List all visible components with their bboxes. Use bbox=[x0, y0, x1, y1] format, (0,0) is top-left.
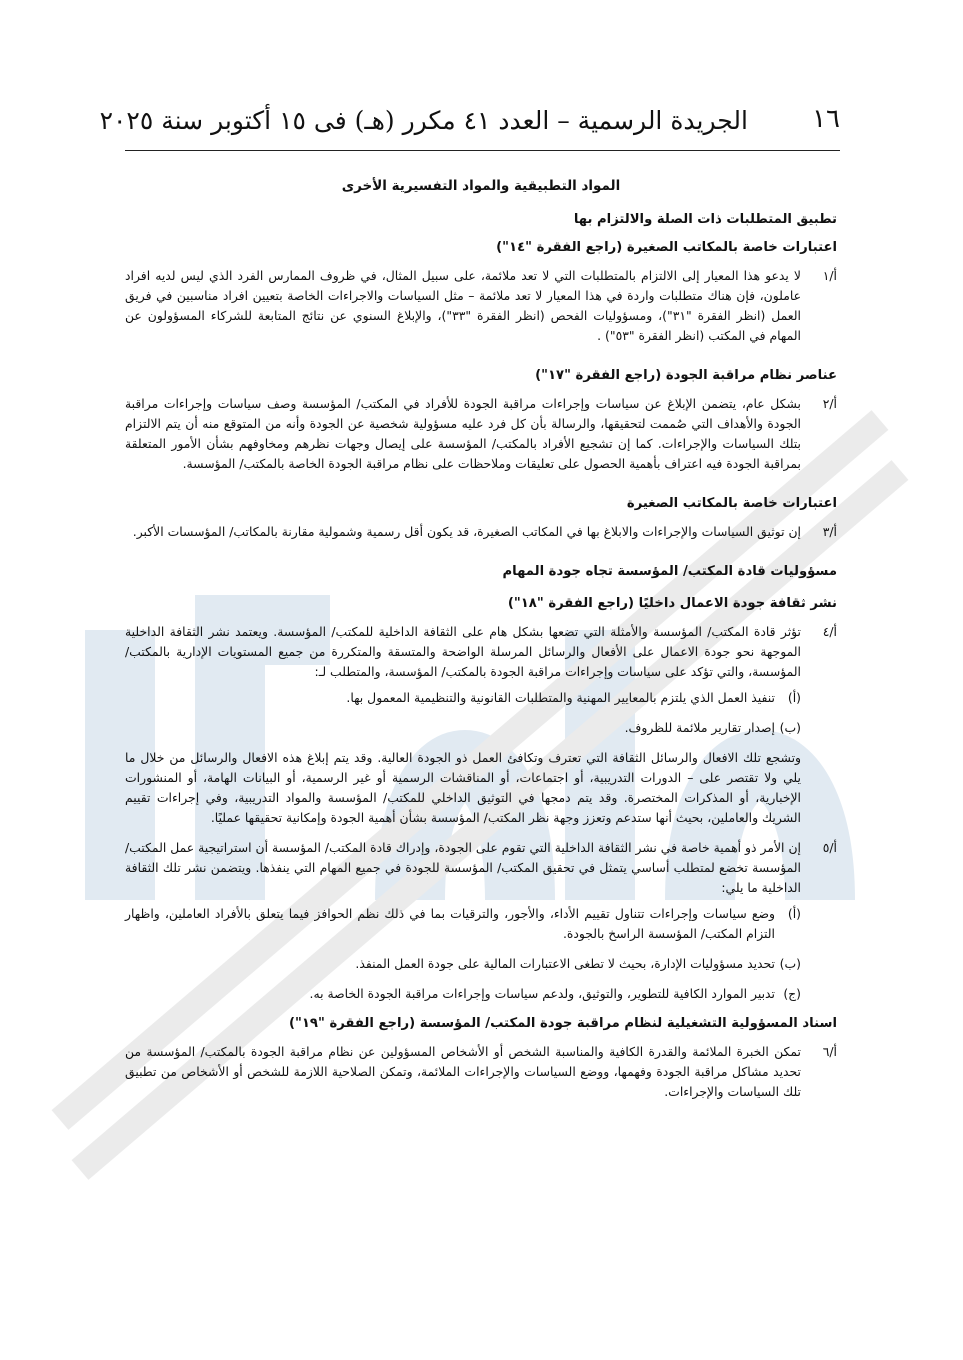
page-number: ١٦ bbox=[812, 104, 840, 134]
paragraph-number: أ/٢ bbox=[822, 396, 837, 411]
list-item bbox=[125, 904, 837, 944]
heading-quality-elements: عناصر نظام مراقبة الجودة (راجع الفقرة "١٧") bbox=[535, 368, 837, 383]
paragraph-a3 bbox=[125, 522, 837, 542]
paragraph-text: إن توثيق السياسات والإجراءات والابلاغ بها في المكاتب الصغيرة، قد يكون أقل رسمية وشمولية مقارنة بالمكاتب/ المؤسسات الأكبر. bbox=[132, 524, 801, 539]
paragraph-text: بشكل عام، يتضمن الإبلاغ عن سياسات وإجراءات مراقبة الجودة للأفراد في المكتب/ المؤسسة وصف سياسات وإجراءات مراقبة الجودة والأهداف التي صُممت لتحقيقها، والرسالة بأن كل فرد عليه مسؤولية شخصية عن الجودة وأنه من المتوقع منه أن يتم الالتزام بتلك السياسات والإجراءات. كما إن تشجيع الأفراد بالمكتب/ المؤسسة على إيصال وجهات نظرهم ومخاوفهم بشأن الأمور المتعلقة بمراقبة الجودة فيه اعتراف بأهمية الحصول على تعليقات وملاحظات على نظام مراقبة الجودة الخاصة بالمكتب/ المؤسسة. bbox=[125, 396, 801, 471]
gazette-title: الجريدة الرسمية – العدد ٤١ مكرر (هـ) فى ١٥ أكتوبر سنة ٢٠٢٥ bbox=[99, 106, 748, 135]
paragraph-number: أ/٦ bbox=[822, 1044, 837, 1059]
heading-small-firms: اعتبارات خاصة بالمكاتب الصغيرة (راجع الفقرة "١٤") bbox=[496, 240, 837, 255]
list-item-text: تحديد مسؤوليات الإدارة، بحيث لا تطغى الاعتبارات المالية على جودة العمل المنفذ. bbox=[355, 956, 775, 971]
list-item bbox=[125, 718, 837, 738]
list-item-label: (أ) bbox=[787, 906, 801, 921]
paragraph-a6 bbox=[125, 1042, 837, 1102]
paragraph-a2 bbox=[125, 394, 837, 474]
paragraph-text: لا يدعو هذا المعيار إلى الالتزام بالمتطلبات التي لا تعد ملائمة، على سبيل المثال، في ظروف الممارس الفرد الذي ليس لديه افراد عاملون، فإن هناك متطلبات واردة في هذا المعيار لا تعد ملائمة – مثل السياسات والاجراءات الخاصة بتعيين افراد مناسبين في فريق العمل (انظر الفقرة "٣١")، ومسؤوليات الفحص (انظر الفقرة "٣٣")، والإبلاغ السنوي عن نتائج المتابعة للشركاء المسؤولون عن المهام في المكتب (انظر الفقرة "٥٣") . bbox=[125, 268, 801, 343]
heading-quality-culture: نشر ثقافة جودة الاعمال داخليًا (راجع الفقرة "١٨") bbox=[507, 596, 837, 611]
list-item-label: (ب) bbox=[779, 720, 801, 735]
heading-compliance: تطبيق المتطلبات ذات الصلة والالتزام بها bbox=[573, 212, 837, 227]
paragraph-a5 bbox=[125, 838, 837, 898]
list-item-label: (ج) bbox=[783, 986, 801, 1001]
paragraph-number: أ/١ bbox=[822, 268, 837, 283]
list-item-text: تدبير الموارد الكافية للتطوير، والتوثيق، ولدعم سياسات وإجراءات مراقبة الجودة الخاصة به. bbox=[309, 986, 775, 1001]
list-item-label: (ب) bbox=[779, 956, 801, 971]
list-item bbox=[125, 688, 837, 708]
page-content bbox=[125, 176, 837, 1108]
paragraph-text: تمكن الخبرة الملائمة والقدرة الكافية والمناسبة الشخص أو الأشخاص المسؤولين عن نظام مراقبة الجودة بالمكتب/ المؤسسة من تحديد مشاكل مراقبة الجودة وفهمها، ووضع السياسات والإجراءات الملائمة، وتمكن الصلاحية اللازمة للشخص أو الأشخاص من تطبيق تلك السياسات والإجراءات. bbox=[125, 1044, 801, 1099]
heading-small-firms-2: اعتبارات خاصة بالمكاتب الصغيرة bbox=[626, 496, 837, 511]
paragraph-a1 bbox=[125, 266, 837, 346]
list-item bbox=[125, 954, 837, 974]
paragraph-text: إن الأمر ذو أهمية خاصة في نشر الثقافة الداخلية التي تقوم على الجودة، وإدراك قادة المكتب/ المؤسسة أن استراتيجية عمل المكتب/ المؤسسة تخضع لمتطلب أساسي يتمثل في تحقيق المكتب/ المؤسسة للجودة في جميع المهام التي ينفذها. ويتضمن نشر تلك الثقافة الداخلية ما يلي: bbox=[125, 840, 801, 895]
section-title: المواد التطبيقية والمواد التفسيرية الأخرى bbox=[341, 178, 621, 194]
paragraph-continuation: وتشجع تلك الافعال والرسائل الثقافة التي تعترف وتكافئ العمل ذو الجودة العالية. وقد يتم إبلاغ هذه الافعال والرسائل من خلال ما يلي ولا تقتصر على – الدورات التدريبية، أو اجتماعات، أو المناقشات الرسمية أو غير الرسمية، أو البيانات الهامة، أو المنشورات الإخبارية، أو المذكرات المختصرة. وقد يتم دمجها في التوثيق الداخلي للمكتب/ المؤسسة والمواد التدريبية، وفي إجراءات تقييم الشريك والعاملين، بحيث أنها ستدعم وتعزز وجهة نظر المكتب/ المؤسسة بشأن أهمية الجودة وإمكانية تحقيقها عمليًا. bbox=[125, 750, 801, 825]
list-item bbox=[125, 984, 837, 1004]
heading-leadership: مسؤوليات قادة المكتب/ المؤسسة تجاه جودة المهام bbox=[502, 564, 837, 579]
heading-operational-responsibility: اسناد المسؤولية التشغيلية لنظام مراقبة جودة المكتب/ المؤسسة (راجع الفقرة "١٩") bbox=[288, 1016, 837, 1031]
list-item-label: (أ) bbox=[787, 690, 801, 705]
paragraph-a4 bbox=[125, 622, 837, 682]
paragraph-number: أ/٥ bbox=[822, 840, 837, 855]
list-item-text: وضع سياسات وإجراءات تتناول تقييم الأداء، والأجور، والترقيات بما في ذلك نظم الحوافز فيما يتعلق بالأفراد العاملين، واظهار التزام المكتب/ المؤسسة الراسخ بالجودة. bbox=[125, 906, 775, 941]
list-item-text: تنفيذ العمل الذي يلتزم بالمعايير المهنية والمتطلبات القانونية والتنظيمية المعمول بها. bbox=[346, 690, 775, 705]
paragraph-number: أ/٤ bbox=[822, 624, 837, 639]
page-header bbox=[99, 100, 840, 151]
list-item-text: إصدار تقارير ملائمة للظروف. bbox=[624, 720, 775, 735]
paragraph-text: تؤثر قادة المكتب/ المؤسسة والأمثلة التي تضعها بشكل هام على الثقافة الداخلية للمكتب/ المؤسسة. ويعتمد نشر الثقافة الداخلية الموجهة نحو جودة الاعمال على الأفعال والرسائل المرسلة الواضحة والمتسقة والمتكررة من جميع المستويات الإدارية بالمكتب/ المؤسسة، والتي تؤكد على سياسات وإجراءات مراقبة الجودة بالمكتب/ المؤسسة، والمتطلب لـ: bbox=[125, 624, 801, 679]
paragraph-number: أ/٣ bbox=[822, 524, 837, 539]
